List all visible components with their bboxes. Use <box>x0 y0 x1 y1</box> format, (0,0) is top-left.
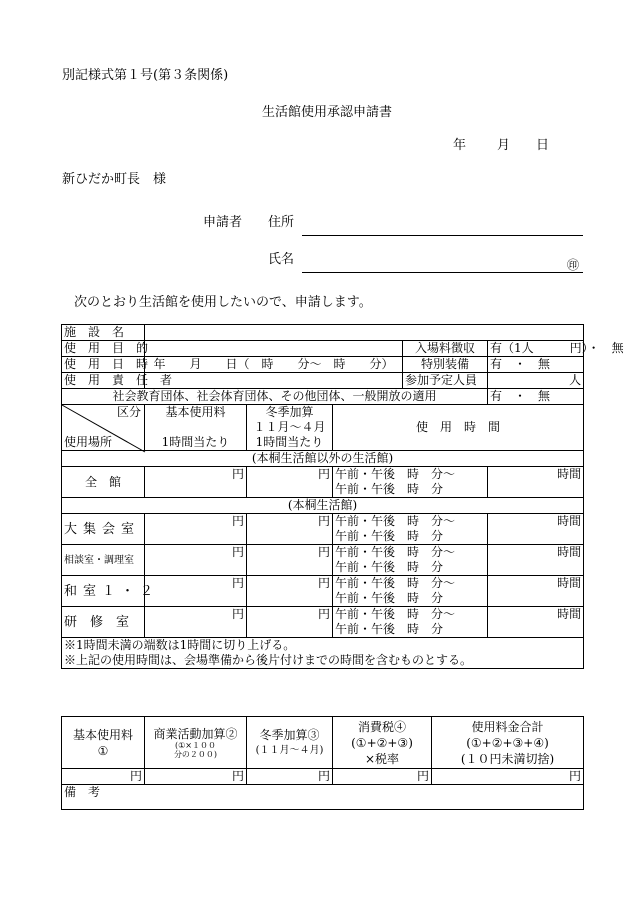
facility-name-label: 施 設 名 <box>62 325 145 341</box>
purpose-field[interactable] <box>145 341 403 357</box>
summary-winter-period: (１１月〜４月) <box>255 744 324 756</box>
basic-fee-cell[interactable]: 円 <box>145 467 247 498</box>
manager-field[interactable] <box>145 373 403 389</box>
summary-winter-value[interactable]: 円 <box>247 769 333 785</box>
winter-period: １１月〜４月 <box>247 420 333 435</box>
special-equipment-label: 特別装備 <box>403 357 488 373</box>
basic-fee-header: 基本使用料 <box>145 405 247 421</box>
summary-tax-formula: (①+②+③) <box>351 735 413 750</box>
admission-label: 入場料徴収 <box>403 341 488 357</box>
summary-commercial-title: 商業活動加算② <box>153 726 238 741</box>
summary-basic-value[interactable]: 円 <box>62 769 145 785</box>
summary-tax-header <box>333 717 432 769</box>
room-consult-cooking: 相談室・調理室 <box>62 545 145 576</box>
applicant-label: 申請者 <box>203 215 243 230</box>
address-field-line[interactable] <box>302 235 583 236</box>
summary-total-header <box>432 717 584 769</box>
datetime-value[interactable]: 年 月 日（ 時 分〜 時 分） <box>145 357 403 373</box>
address-label: 住所 <box>268 215 295 230</box>
summary-total-title: 使用料金合計 <box>471 719 544 734</box>
time-end[interactable]: 午前・午後 時 分 <box>333 482 488 498</box>
document-title: 生活館使用承認申請書 <box>262 105 393 120</box>
application-table <box>61 324 624 669</box>
participants-label: 参加予定人員 <box>403 373 488 389</box>
winter-fee-cell[interactable]: 円 <box>247 607 333 638</box>
time-end[interactable]: 午前・午後 時 分 <box>333 622 488 638</box>
basic-fee-cell[interactable]: 円 <box>145 607 247 638</box>
time-end[interactable]: 午前・午後 時 分 <box>333 591 488 607</box>
summary-commercial-value[interactable]: 円 <box>145 769 247 785</box>
purpose-label: 使 用 目 的 <box>62 341 145 357</box>
special-equipment-value[interactable]: 有 ・ 無 <box>488 357 584 373</box>
name-field-line[interactable] <box>302 272 583 273</box>
time-start[interactable]: 午前・午後 時 分〜 <box>333 545 488 561</box>
summary-tax-rate: ×税率 <box>364 751 400 766</box>
section-other-halls: (本桐生活館以外の生活館) <box>62 451 584 467</box>
category-place-header <box>62 405 145 451</box>
hours-cell[interactable]: 時間 <box>488 545 584 576</box>
room-training: 研 修 室 <box>62 607 145 638</box>
basic-fee-cell[interactable]: 円 <box>145 545 247 576</box>
room-main-hall: 大集会室 <box>62 514 145 545</box>
remarks-label: 備 考 <box>64 785 101 799</box>
summary-commercial-formula-2: 分の２００) <box>173 749 218 759</box>
summary-total-formula: (①+②+③+④) <box>466 735 549 750</box>
facility-name-field[interactable] <box>145 325 584 341</box>
winter-fee-sub: 1時間当たり <box>247 435 333 451</box>
usage-time-header: 使 用 時 間 <box>333 405 584 451</box>
basic-fee-sub: 1時間当たり <box>145 435 247 451</box>
admission-value[interactable]: 有（1人 円）・ 無 <box>488 341 584 357</box>
time-start[interactable]: 午前・午後 時 分〜 <box>333 514 488 530</box>
room-japanese: 和室１・２ <box>62 576 145 607</box>
summary-commercial-formula-1: (①×１００ <box>175 740 216 750</box>
name-label: 氏名 <box>268 252 295 267</box>
time-end[interactable]: 午前・午後 時 分 <box>333 529 488 545</box>
category-label: 区分 <box>116 405 141 419</box>
hours-cell[interactable]: 時間 <box>488 514 584 545</box>
time-start[interactable]: 午前・午後 時 分〜 <box>333 576 488 592</box>
summary-tax-value[interactable]: 円 <box>333 769 432 785</box>
applicable-text: 社会教育団体、社会体育団体、その他団体、一般開放の適用 <box>62 389 488 405</box>
room-whole-hall: 全 館 <box>62 467 145 498</box>
hours-cell[interactable]: 時間 <box>488 576 584 607</box>
hours-cell[interactable]: 時間 <box>488 607 584 638</box>
time-start[interactable]: 午前・午後 時 分〜 <box>333 607 488 623</box>
summary-basic-header <box>62 717 145 769</box>
summary-basic-num: ① <box>97 743 109 758</box>
summary-table <box>61 716 584 810</box>
date-day-label: 日 <box>536 138 550 153</box>
summary-tax-title: 消費税④ <box>357 719 406 734</box>
summary-commercial-header <box>145 717 247 769</box>
summary-total-rounding: (１０円未満切捨) <box>460 751 555 766</box>
date-month-label: 月 <box>497 138 511 153</box>
datetime-label: 使 用 日 時 <box>62 357 145 373</box>
remarks-field[interactable] <box>62 785 584 810</box>
intro-text: 次のとおり生活館を使用したいので、申請します。 <box>74 295 372 310</box>
basic-fee-cell[interactable]: 円 <box>145 576 247 607</box>
seal-mark: ㊞ <box>567 258 580 272</box>
hours-cell[interactable]: 時間 <box>488 467 584 498</box>
winter-fee-cell[interactable]: 円 <box>247 576 333 607</box>
winter-fee-header: 冬季加算 <box>247 405 333 421</box>
date-year-label: 年 <box>453 138 467 153</box>
note-usage-time: ※上記の使用時間は、会場準備から後片付けまでの時間を含むものとする。 <box>62 653 584 669</box>
basic-fee-header-blank <box>145 420 247 435</box>
manager-label: 使 用 責 任 者 <box>62 373 145 389</box>
time-end[interactable]: 午前・午後 時 分 <box>333 560 488 576</box>
summary-winter-title: 冬季加算③ <box>259 727 320 742</box>
note-rounding: ※1時間未満の端数は1時間に切り上げる。 <box>62 638 584 654</box>
winter-fee-cell[interactable]: 円 <box>247 514 333 545</box>
participants-unit[interactable]: 人 <box>488 373 584 389</box>
summary-basic-title: 基本使用料 <box>72 727 133 742</box>
form-number: 別記様式第１号(第３条関係) <box>62 68 229 83</box>
section-honkiri: (本桐生活館) <box>62 498 584 514</box>
winter-fee-cell[interactable]: 円 <box>247 545 333 576</box>
applicable-value[interactable]: 有 ・ 無 <box>488 389 584 405</box>
place-label: 使用場所 <box>64 435 113 449</box>
basic-fee-cell[interactable]: 円 <box>145 514 247 545</box>
summary-total-value[interactable]: 円 <box>432 769 584 785</box>
winter-fee-cell[interactable]: 円 <box>247 467 333 498</box>
summary-winter-header <box>247 717 333 769</box>
addressee: 新ひだか町長 様 <box>62 172 167 187</box>
time-start[interactable]: 午前・午後 時 分〜 <box>333 467 488 483</box>
